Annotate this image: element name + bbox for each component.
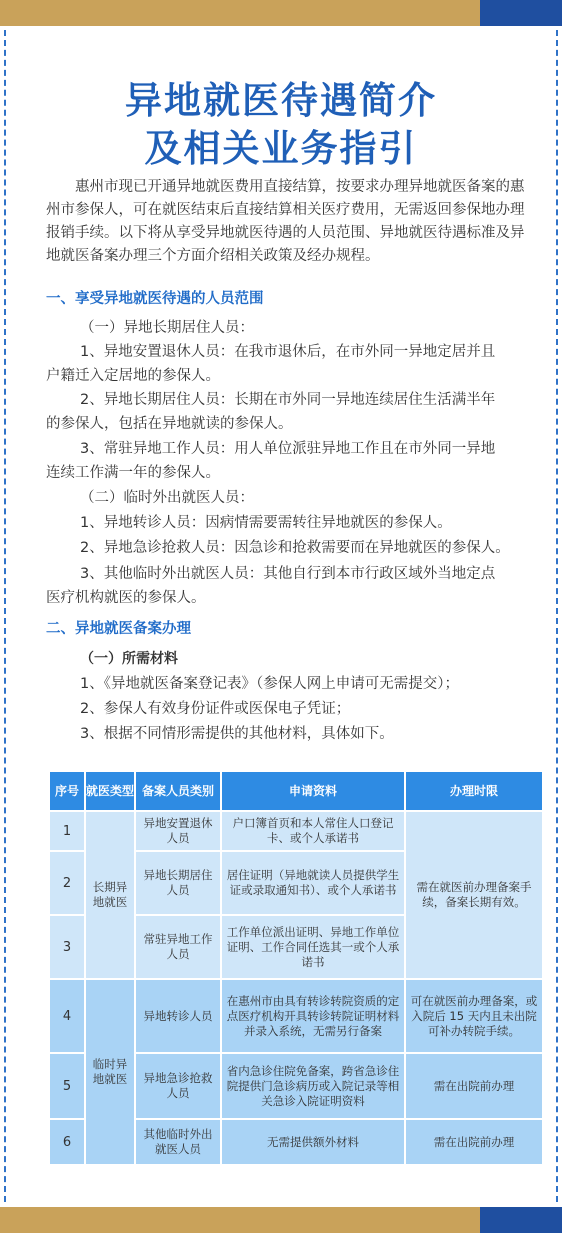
group-type: 临时异地就医 xyxy=(85,979,135,1165)
s1-item2-l2: 的参保人，包括在异地就读的参保人。 xyxy=(46,416,293,432)
s1-item1-l1: 1、异地安置退休人员：在我市退休后，在市外同一异地定居并且 xyxy=(80,344,496,360)
row-category: 异地转诊人员 xyxy=(135,979,221,1053)
header-time: 办理时限 xyxy=(405,771,543,811)
group-type: 长期异地就医 xyxy=(85,811,135,979)
row-materials: 在惠州市由具有转诊转院资质的定点医疗机构开具转诊转院证明材料并录入系统，无需另行备案 xyxy=(221,979,405,1053)
intro-paragraph: 惠州市现已开通异地就医费用直接结算，按要求办理异地就医备案的惠州市参保人，可在就医结束后直接结算相关医疗费用，无需返回参保地办理报销手续。以下将从享受异地就医待遇的人员范围、异地就医待遇标准及异地就医备案办理三个方面介绍相关政策及经办规程。 xyxy=(46,179,525,264)
s1b-item3-l2: 医疗机构就医的参保人。 xyxy=(46,590,206,606)
header-type: 就医类型 xyxy=(85,771,135,811)
s1b-item1: 1、异地转诊人员：因病情需要需转往异地就医的参保人。 xyxy=(80,515,452,531)
section1-sub2: （二）临时外出就医人员： xyxy=(80,490,254,506)
row-category: 异地急诊抢救人员 xyxy=(135,1053,221,1119)
row-no: 4 xyxy=(49,979,85,1053)
section1-sub1: （一）异地长期居住人员： xyxy=(80,320,254,336)
top-band xyxy=(0,0,562,26)
s2-item3: 3、根据不同情形需提供的其他材料，具体如下。 xyxy=(80,726,394,742)
row-no: 3 xyxy=(49,915,85,979)
section1-heading: 一、享受异地就医待遇的人员范围 xyxy=(46,291,264,307)
page-title-line2: 及相关业务指引 xyxy=(144,127,418,170)
row-no: 5 xyxy=(49,1053,85,1119)
row-materials: 无需提供额外材料 xyxy=(221,1119,405,1165)
row-materials: 居住证明（异地就读人员提供学生证或录取通知书）、或个人承诺书 xyxy=(221,851,405,915)
row-category: 异地长期居住人员 xyxy=(135,851,221,915)
row-category: 异地安置退休人员 xyxy=(135,811,221,851)
s2-item1: 1、《异地就医备案登记表》（参保人网上申请可无需提交）； xyxy=(80,676,459,692)
header-no: 序号 xyxy=(49,771,85,811)
row-no: 1 xyxy=(49,811,85,851)
row-time: 可在就医前办理备案，或入院后 15 天内且未出院可补办转院手续。 xyxy=(405,979,543,1053)
s1b-item3-l1: 3、其他临时外出就医人员：其他自行到本市行政区域外当地定点 xyxy=(80,566,496,582)
s1b-item2: 2、异地急诊抢救人员：因急诊和抢救需要而在异地就医的参保人。 xyxy=(80,540,510,556)
bottom-band xyxy=(0,1207,562,1233)
s1-item2-l1: 2、异地长期居住人员：长期在市外同一异地连续居住生活满半年 xyxy=(80,392,496,408)
page-title-line1: 异地就医待遇简介 xyxy=(125,79,437,122)
row-time: 需在就医前办理备案手续，备案长期有效。 xyxy=(405,811,543,979)
row-category: 其他临时外出就医人员 xyxy=(135,1119,221,1165)
row-no: 6 xyxy=(49,1119,85,1165)
row-time: 需在出院前办理 xyxy=(405,1119,543,1165)
s2-item2: 2、参保人有效身份证件或医保电子凭证； xyxy=(80,701,351,717)
header-category: 备案人员类别 xyxy=(135,771,221,811)
row-category: 常驻异地工作人员 xyxy=(135,915,221,979)
section2-sub1: （一）所需材料 xyxy=(80,651,178,667)
table-row xyxy=(49,979,543,1053)
row-materials: 户口簿首页和本人常住人口登记卡、或个人承诺书 xyxy=(221,811,405,851)
materials-table xyxy=(48,770,544,1166)
header-materials: 申请资料 xyxy=(221,771,405,811)
row-materials: 工作单位派出证明、异地工作单位证明、工作合同任选其一或个人承诺书 xyxy=(221,915,405,979)
row-time: 需在出院前办理 xyxy=(405,1053,543,1119)
s1-item3-l1: 3、常驻异地工作人员：用人单位派驻异地工作且在市外同一异地 xyxy=(80,441,496,457)
table-row xyxy=(49,811,543,851)
section2-heading: 二、异地就医备案办理 xyxy=(46,621,191,637)
row-no: 2 xyxy=(49,851,85,915)
s1-item3-l2: 连续工作满一年的参保人。 xyxy=(46,465,220,481)
row-materials: 省内急诊住院免备案，跨省急诊住院提供门急诊病历或入院记录等相关急诊入院证明资料 xyxy=(221,1053,405,1119)
s1-item1-l2: 户籍迁入定居地的参保人。 xyxy=(46,368,220,384)
